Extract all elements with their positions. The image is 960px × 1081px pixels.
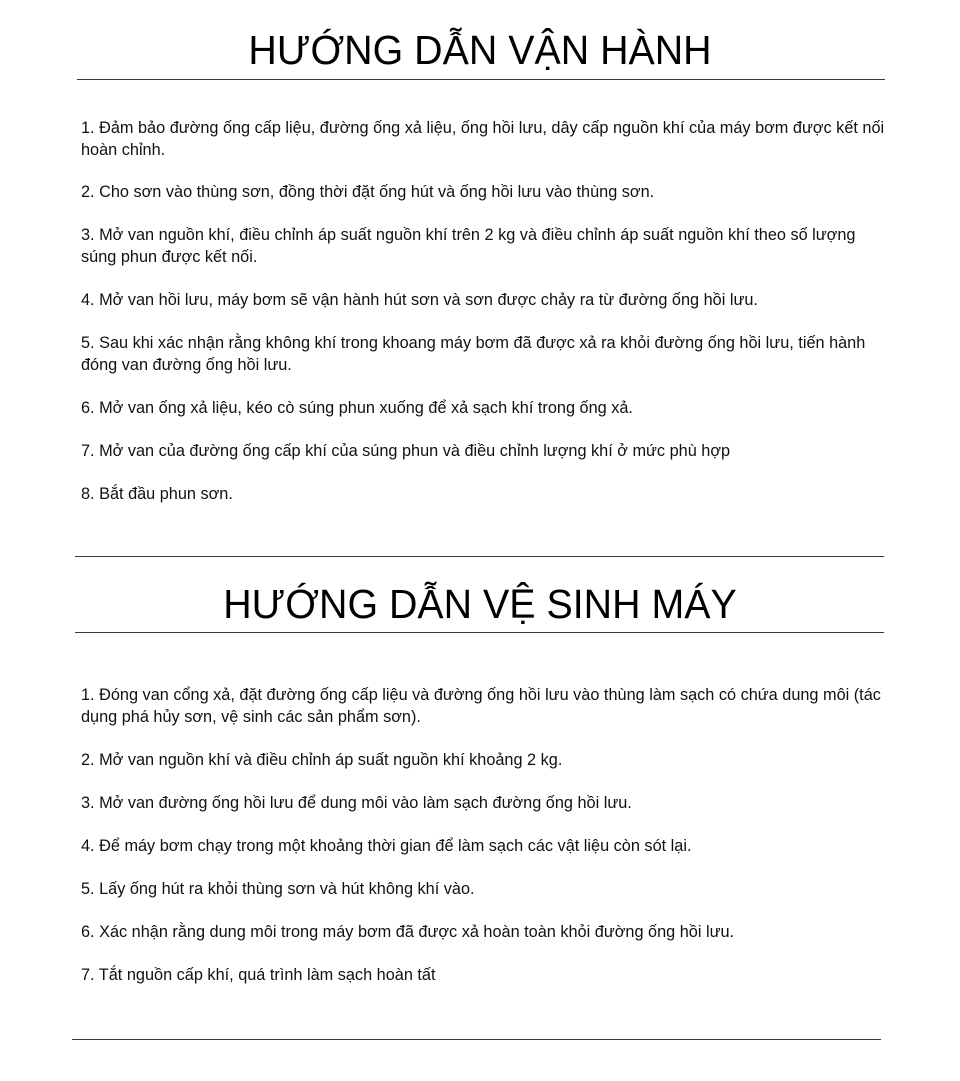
operating-step-6: 6. Mở van ống xả liệu, kéo cò súng phun xuống để xả sạch khí trong ống xả. <box>81 399 633 417</box>
title-underline-divider <box>77 79 885 80</box>
footer-divider <box>72 1039 881 1040</box>
cleaning-step-1: 1. Đóng van cổng xả, đặt đường ống cấp liệu và đường ống hồi lưu vào thùng làm sạch có chứa dung môi (tác dụng phá hủy sơn, vệ sinh các sản phẩm sơn). <box>81 686 881 726</box>
cleaning-step-2: 2. Mở van nguồn khí và điều chỉnh áp suất nguồn khí khoảng 2 kg. <box>81 751 563 769</box>
operating-step-2: 2. Cho sơn vào thùng sơn, đồng thời đặt ống hút và ống hồi lưu vào thùng sơn. <box>81 183 655 201</box>
operating-step-3: 3. Mở van nguồn khí, điều chỉnh áp suất nguồn khí trên 2 kg và điều chỉnh áp suất nguồn khí theo số lượng súng phun được kết nối. <box>81 226 856 266</box>
cleaning-step-4: 4. Để máy bơm chạy trong một khoảng thời gian để làm sạch các vật liệu còn sót lại. <box>81 837 692 855</box>
section-divider-top <box>75 556 884 557</box>
operating-guide-title: HƯỚNG DẪN VẬN HÀNH <box>248 27 712 73</box>
section-divider-bottom <box>75 632 884 633</box>
operating-step-4: 4. Mở van hồi lưu, máy bơm sẽ vận hành hút sơn và sơn được chảy ra từ đường ống hồi lưu. <box>81 291 758 309</box>
cleaning-step-7: 7. Tắt nguồn cấp khí, quá trình làm sạch hoàn tất <box>81 966 436 984</box>
operating-step-8: 8. Bắt đầu phun sơn. <box>81 485 233 503</box>
cleaning-guide-title: HƯỚNG DẪN VỆ SINH MÁY <box>223 581 737 627</box>
cleaning-step-6: 6. Xác nhận rằng dung môi trong máy bơm đã được xả hoàn toàn khỏi đường ống hồi lưu. <box>81 923 735 941</box>
cleaning-step-3: 3. Mở van đường ống hồi lưu để dung môi vào làm sạch đường ống hồi lưu. <box>81 794 632 812</box>
cleaning-step-5: 5. Lấy ống hút ra khỏi thùng sơn và hút không khí vào. <box>81 880 475 898</box>
operating-step-1: 1. Đảm bảo đường ống cấp liệu, đường ống xả liệu, ống hồi lưu, dây cấp nguồn khí của máy bơm được kết nối hoàn chỉnh. <box>81 119 885 159</box>
operating-step-7: 7. Mở van của đường ống cấp khí của súng phun và điều chỉnh lượng khí ở mức phù hợp <box>81 442 731 460</box>
operating-step-5: 5. Sau khi xác nhận rằng không khí trong khoang máy bơm đã được xả ra khỏi đường ống hồi lưu, tiến hành đóng van đường ống hồi lưu. <box>81 334 866 374</box>
